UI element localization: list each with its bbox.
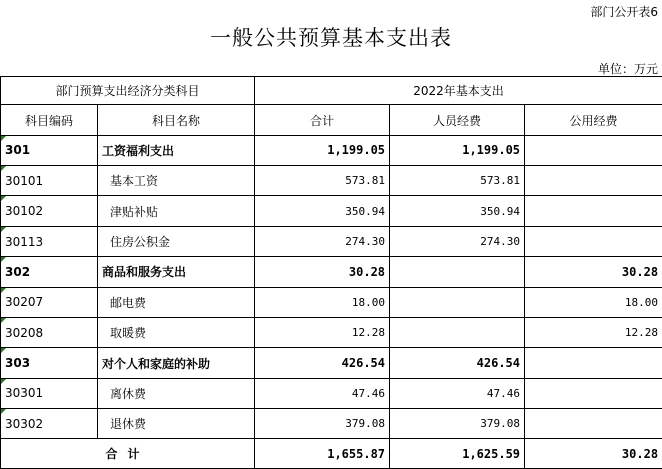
- cell-name: 邮电费: [98, 287, 255, 317]
- cell-personnel: [390, 257, 525, 287]
- cell-code-text: 30301: [5, 386, 44, 401]
- cell-total: 18.00: [255, 287, 390, 317]
- cell-code: [1, 226, 98, 256]
- cell-flag-marker: [1, 318, 6, 323]
- table-row: [1, 196, 662, 226]
- cell-personnel: [390, 287, 525, 317]
- column-header-personnel: 人员经费: [390, 105, 525, 135]
- cell-code: [1, 257, 98, 287]
- cell-personnel: 426.54: [390, 348, 525, 378]
- cell-personnel: 573.81: [390, 166, 525, 196]
- table-row: [1, 378, 662, 408]
- cell-total: 350.94: [255, 196, 390, 226]
- cell-name: 工资福利支出: [98, 135, 255, 165]
- cell-code-text: 301: [5, 143, 31, 158]
- column-header-code: 科目编码: [1, 105, 98, 135]
- cell-personnel: [390, 317, 525, 347]
- cell-flag-marker: [1, 288, 6, 293]
- page-title: 一般公共预算基本支出表: [210, 26, 452, 50]
- cell-name: 离休费: [98, 378, 255, 408]
- form-number: 部门公开表6: [590, 5, 658, 19]
- table-row: [1, 287, 662, 317]
- cell-public: 18.00: [525, 287, 662, 317]
- header-right-group: 2022年基本支出: [255, 77, 662, 105]
- table-row: [1, 348, 662, 378]
- cell-personnel: 350.94: [390, 196, 525, 226]
- cell-code-text: 30207: [5, 295, 44, 310]
- cell-total: 47.46: [255, 378, 390, 408]
- cell-code-text: 30302: [5, 416, 44, 431]
- cell-public: [525, 378, 662, 408]
- cell-name: 取暖费: [98, 317, 255, 347]
- cell-code: [1, 287, 98, 317]
- cell-code: [1, 348, 98, 378]
- table-row: [1, 317, 662, 347]
- table-row: [1, 166, 662, 196]
- cell-name: 商品和服务支出: [98, 257, 255, 287]
- total-label: 合计: [1, 439, 255, 469]
- cell-total: 379.08: [255, 409, 390, 439]
- cell-code-text: 303: [5, 356, 31, 371]
- header-left-group: 部门预算支出经济分类科目: [1, 77, 255, 105]
- cell-code: [1, 317, 98, 347]
- cell-public: [525, 135, 662, 165]
- cell-name: 对个人和家庭的补助: [98, 348, 255, 378]
- cell-code-text: 30101: [5, 173, 44, 188]
- cell-flag-marker: [1, 136, 6, 141]
- cell-public: [525, 196, 662, 226]
- cell-total: 274.30: [255, 226, 390, 256]
- cell-flag-marker: [1, 166, 6, 171]
- cell-code-text: 30113: [5, 234, 44, 249]
- budget-table: [0, 76, 662, 469]
- cell-public: [525, 409, 662, 439]
- cell-flag-marker: [1, 379, 6, 384]
- cell-personnel: 379.08: [390, 409, 525, 439]
- header-row-group: [1, 77, 662, 105]
- cell-personnel: 47.46: [390, 378, 525, 408]
- cell-code-text: 30208: [5, 325, 44, 340]
- cell-public: [525, 166, 662, 196]
- cell-total: 573.81: [255, 166, 390, 196]
- cell-public: 30.28: [525, 257, 662, 287]
- table-row: [1, 226, 662, 256]
- cell-code: [1, 378, 98, 408]
- cell-code-text: 302: [5, 264, 31, 279]
- cell-code: [1, 135, 98, 165]
- total-public: 30.28: [525, 439, 662, 469]
- cell-name: 津贴补贴: [98, 196, 255, 226]
- total-sum: 1,655.87: [255, 439, 390, 469]
- column-header-public: 公用经费: [525, 105, 662, 135]
- cell-flag-marker: [1, 348, 6, 353]
- column-header-total: 合计: [255, 105, 390, 135]
- cell-name: 基本工资: [98, 166, 255, 196]
- unit-label: 单位：万元: [597, 62, 658, 76]
- cell-code: [1, 166, 98, 196]
- total-personnel: 1,625.59: [390, 439, 525, 469]
- cell-public: [525, 348, 662, 378]
- cell-personnel: 1,199.05: [390, 135, 525, 165]
- cell-name: 住房公积金: [98, 226, 255, 256]
- cell-flag-marker: [1, 227, 6, 232]
- table-row: [1, 257, 662, 287]
- cell-flag-marker: [1, 257, 6, 262]
- cell-personnel: 274.30: [390, 226, 525, 256]
- cell-total: 426.54: [255, 348, 390, 378]
- total-row: [1, 439, 662, 469]
- column-header-name: 科目名称: [98, 105, 255, 135]
- cell-public: [525, 226, 662, 256]
- cell-code-text: 30102: [5, 204, 44, 219]
- cell-total: 30.28: [255, 257, 390, 287]
- cell-total: 12.28: [255, 317, 390, 347]
- cell-name: 退休费: [98, 409, 255, 439]
- cell-total: 1,199.05: [255, 135, 390, 165]
- cell-code: [1, 196, 98, 226]
- cell-code: [1, 409, 98, 439]
- table-row: [1, 135, 662, 165]
- header-row-columns: [1, 105, 662, 135]
- cell-flag-marker: [1, 409, 6, 414]
- cell-public: 12.28: [525, 317, 662, 347]
- table-row: [1, 409, 662, 439]
- cell-flag-marker: [1, 196, 6, 201]
